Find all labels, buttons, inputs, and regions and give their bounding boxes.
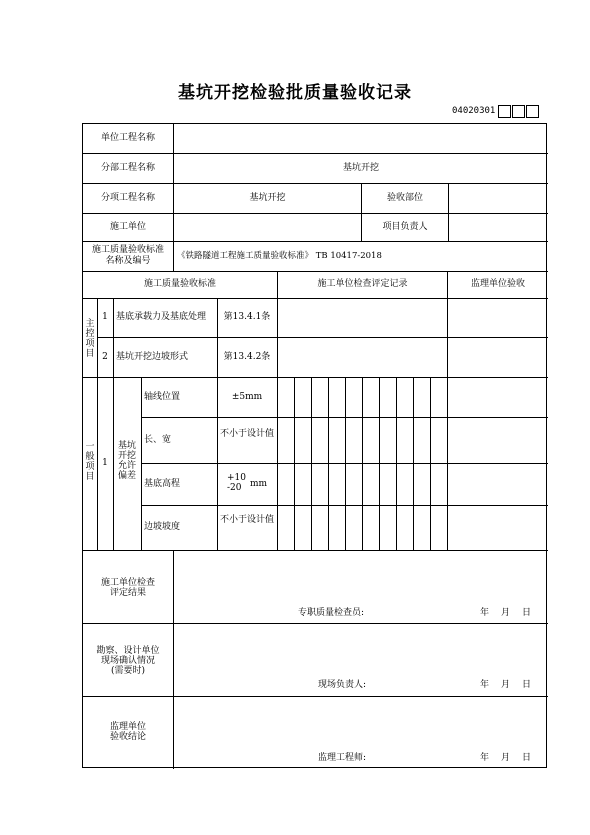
main-control-label: 主控项目: [85, 319, 95, 359]
date-month: 月: [501, 680, 511, 690]
grid-line: [379, 377, 380, 550]
main-item-1-clause: 第13.4.1条: [223, 312, 271, 322]
row-divider: [83, 271, 548, 272]
main-item-1-no: 1: [102, 312, 108, 322]
code-box-3[interactable]: [526, 105, 539, 118]
general-item-3-value-top: +10: [227, 473, 246, 483]
grid-line: [294, 377, 295, 550]
construction-unit-label: 施工单位: [109, 222, 146, 232]
supervision-line2: 验收结论: [109, 732, 146, 742]
general-item-3-name: 基底高程: [144, 479, 181, 489]
survey-line1: 勘察、设计单位: [96, 646, 160, 656]
date-year: 年: [480, 608, 490, 618]
row-divider: [83, 183, 548, 184]
acceptance-part-label: 验收部位: [386, 193, 423, 203]
general-item-1-value: ±5mm: [231, 392, 263, 402]
col-divider: [97, 298, 98, 550]
grid-line: [328, 377, 329, 550]
row-divider: [83, 550, 548, 551]
supervision-line1: 监理单位: [109, 722, 146, 732]
general-item-no: 1: [102, 458, 108, 468]
col-divider: [448, 183, 449, 241]
date-day: 日: [522, 680, 532, 690]
date-month: 月: [501, 753, 511, 763]
site-manager-label: 现场负责人:: [318, 680, 367, 690]
construction-result-line1: 施工单位检查: [100, 578, 155, 588]
unit-project-label: 单位工程名称: [100, 133, 155, 143]
inspection-form: [82, 123, 547, 768]
general-item-4-name: 边坡坡度: [144, 522, 181, 532]
col-divider: [173, 550, 174, 769]
supervision-engineer-label: 监理工程师:: [318, 753, 367, 763]
date-year: 年: [480, 680, 490, 690]
grid-line: [362, 377, 363, 550]
code-box-2[interactable]: [512, 105, 525, 118]
row-divider: [83, 377, 548, 378]
row-divider: [97, 337, 548, 338]
date-day: 日: [522, 608, 532, 618]
grid-line: [311, 377, 312, 550]
date-month: 月: [501, 608, 511, 618]
standard-label-line2: 名称及编号: [105, 256, 151, 266]
standard-label-line1: 施工质量验收标准: [91, 245, 164, 255]
subitem-project-field[interactable]: 基坑开挖: [249, 193, 286, 203]
grid-line: [413, 377, 414, 550]
row-divider: [83, 298, 548, 299]
general-item-3-unit: mm: [250, 479, 268, 489]
col-divider: [217, 298, 218, 550]
main-item-2-clause: 第13.4.2条: [223, 352, 271, 362]
main-item-2-no: 2: [102, 352, 108, 362]
col-divider: [447, 271, 448, 550]
col-standard-header: 施工质量验收标准: [143, 279, 216, 289]
general-item-2-name: 长、宽: [144, 435, 172, 445]
date-year: 年: [480, 753, 490, 763]
general-item-2-value: 不小于设计值: [219, 429, 274, 439]
row-divider: [83, 696, 548, 697]
date-day: 日: [522, 753, 532, 763]
project-manager-label: 项目负责人: [382, 222, 428, 232]
col-check-header: 施工单位检查评定记录: [317, 279, 408, 289]
subitem-project-label: 分项工程名称: [100, 193, 155, 203]
grid-line: [345, 377, 346, 550]
row-divider: [83, 153, 548, 154]
col-divider: [277, 271, 278, 550]
grid-line: [430, 377, 431, 550]
col-supervision-header: 监理单位验收: [470, 279, 525, 289]
survey-line3: (需要时): [110, 666, 146, 676]
main-item-1-name: 基底承载力及基底处理: [116, 312, 207, 322]
construction-result-line2: 评定结果: [109, 588, 146, 598]
col-divider: [141, 377, 142, 550]
general-item-1-name: 轴线位置: [144, 392, 181, 402]
general-item-4-value: 不小于设计值: [219, 515, 274, 525]
row-divider: [83, 623, 548, 624]
code-box-1[interactable]: [498, 105, 511, 118]
general-group-label: 基坑开挖允许偏差: [118, 441, 137, 481]
survey-line2: 现场确认情况: [100, 656, 155, 666]
general-label: 一般项目: [85, 442, 95, 482]
division-project-field[interactable]: 基坑开挖: [342, 163, 379, 173]
division-project-label: 分部工程名称: [100, 163, 155, 173]
form-code: [452, 104, 539, 118]
row-divider: [83, 213, 548, 214]
col-divider: [113, 298, 114, 550]
form-code-text: 04020301: [452, 106, 496, 116]
main-item-2-name: 基坑开挖边坡形式: [116, 352, 189, 362]
quality-inspector-label: 专职质量检查员:: [298, 608, 365, 618]
row-divider: [83, 241, 548, 242]
grid-line: [396, 377, 397, 550]
standard-value: 《铁路隧道工程施工质量验收标准》 TB 10417-2018: [177, 251, 382, 261]
page-title: 基坑开挖检验批质量验收记录: [178, 83, 412, 103]
general-item-3-value-bottom: -20: [227, 483, 242, 493]
